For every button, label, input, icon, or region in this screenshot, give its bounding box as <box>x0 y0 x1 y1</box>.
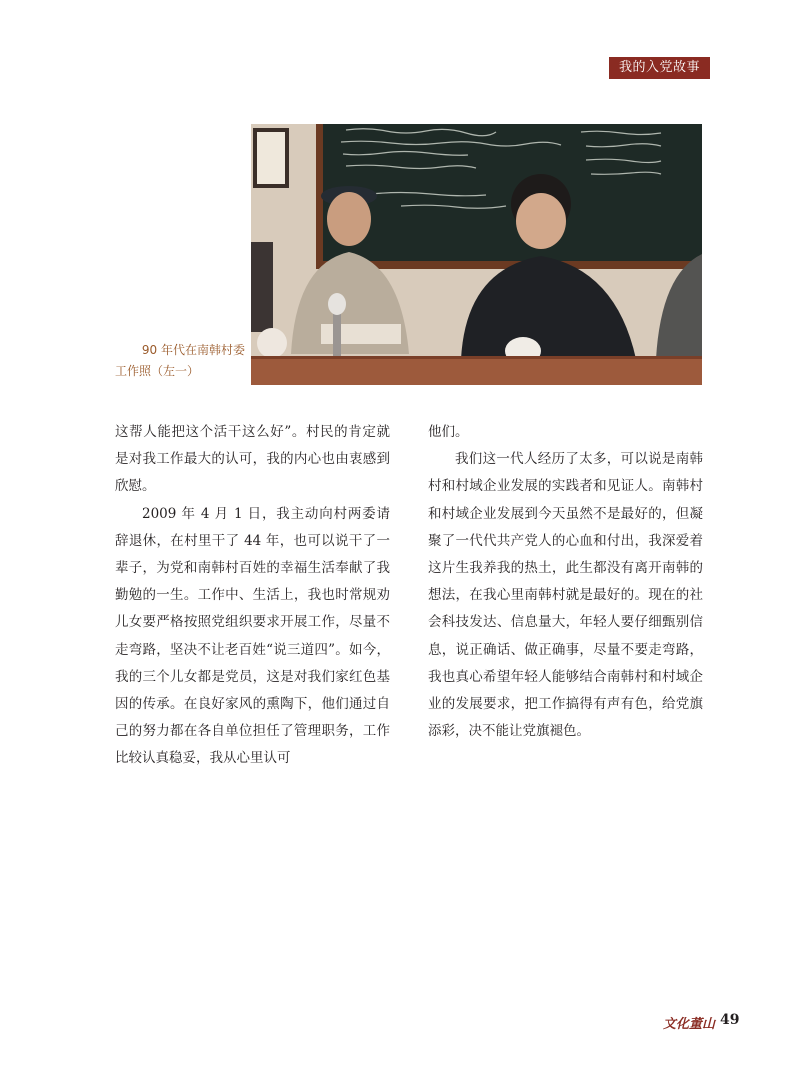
paragraph: 2009 年 4 月 1 日，我主动向村两委请辞退休，在村里干了 44 年，也可以说干了一辈子，为党和南韩村百姓的幸福生活奉献了我勤勉的一生。工作中、生活上，我也时常规劝儿女要严格按照党组织要求开展工作，尽量不走弯路，坚决不让老百姓“说三道四”。如今，我的三个儿女都是党员，这是对我们家红色基因的传承。在良好家风的熏陶下，他们通过自己的努力都在各自单位担任了管理职务，工作比较认真稳妥，我从心里认可 <box>115 505 390 767</box>
photo-caption <box>115 340 245 382</box>
page-number: 49 <box>720 1012 740 1028</box>
section-tag: 我的入党故事 <box>609 57 710 79</box>
caption-line-1: 90 年代在南韩村委 <box>141 343 245 357</box>
paragraph: 他们。 <box>428 424 469 440</box>
paragraph: 我们这一代人经历了太多，可以说是南韩村和村域企业发展的实践者和见证人。南韩村和村域企业发展到今天虽然不是最好的，但凝聚了一代代共产党人的心血和付出，我深爱着这片生我养我的热土，此生都没有离开南韩的想法，在我心里南韩村就是最好的。现在的社会科技发达、信息量大，年轻人要仔细甄别信息，说正确话、做正确事，尽量不要走弯路，我也真心希望年轻人能够结合南韩村和村域企业的发展要求，把工作搞得有声有色，给党旗添彩，决不能让党旗褪色。 <box>428 451 703 740</box>
caption-line-2: 工作照（左一） <box>115 364 200 378</box>
article-column-left <box>115 419 390 773</box>
photo-illustration <box>251 124 702 385</box>
archive-photo <box>251 124 702 385</box>
magazine-logo: 文化董山 <box>663 1017 716 1032</box>
article-column-right <box>428 419 703 745</box>
paragraph: 这帮人能把这个活干这么好”。村民的肯定就是对我工作最大的认可，我的内心也由衷感到欣慰。 <box>115 424 390 495</box>
